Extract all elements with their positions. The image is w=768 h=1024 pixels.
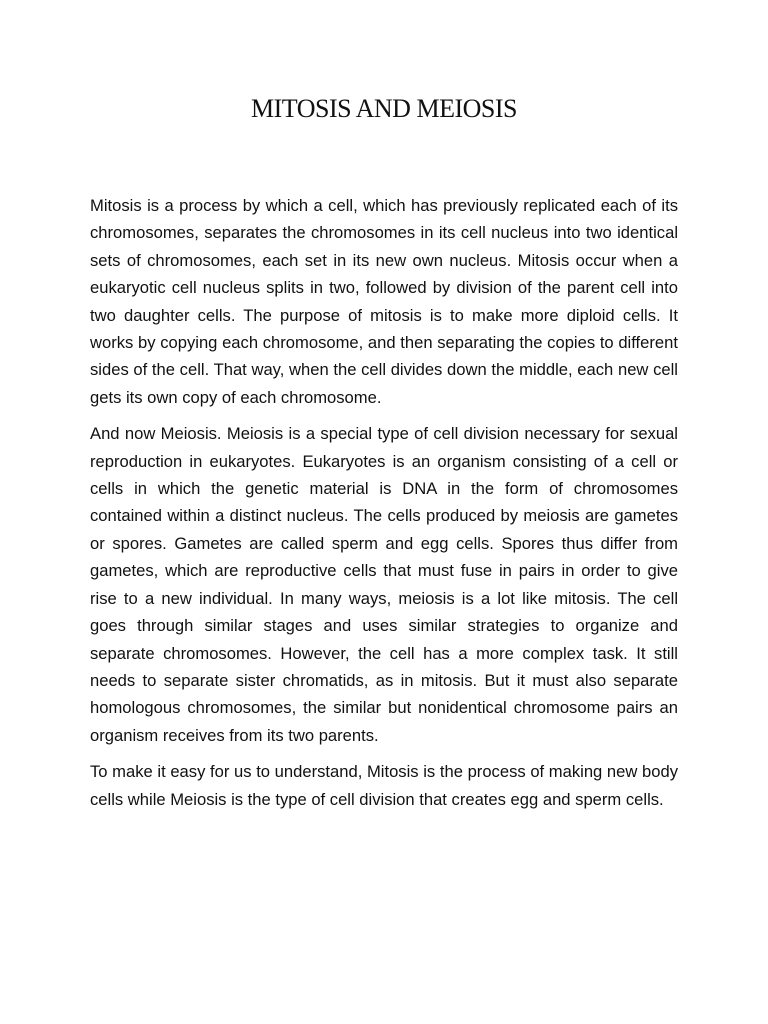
paragraph-summary: To make it easy for us to understand, Mitosis is the process of making new body cells while Meiosis is the type of cell division that creates egg and sperm cells.: [90, 762, 678, 809]
paragraph-meiosis: And now Meiosis. Meiosis is a special type of cell division necessary for sexual reproduction in eukaryotes. Eukaryotes is an organism consisting of a cell or cells in which the genetic material is DNA in the form of chromosomes contained within a distinct nucleus. The cells produced by meiosis are gametes or spores. Gametes are called sperm and egg cells. Spores thus differ from gametes, which are reproductive cells that must fuse in pairs in order to give rise to a new individual. In many ways, meiosis is a lot like mitosis. The cell goes through similar stages and uses similar strategies to organize and separate chromosomes. However, the cell has a more complex task. It still needs to separate sister chromatids, as in mitosis. But it must also separate homologous chromosomes, the similar but nonidentical chromosome pairs an organism receives from its two parents.: [90, 424, 678, 745]
paragraph-mitosis: Mitosis is a process by which a cell, which has previously replicated each of its chromosomes, separates the chromosomes in its cell nucleus into two identical sets of chromosomes, each set in its new own nucleus. Mitosis occur when a eukaryotic cell nucleus splits in two, followed by division of the parent cell into two daughter cells. The purpose of mitosis is to make more diploid cells. It works by copying each chromosome, and then separating the copies to different sides of the cell. That way, when the cell divides down the middle, each new cell gets its own copy of each chromosome.: [90, 196, 678, 407]
document-body: [90, 192, 678, 822]
page-title: MITOSIS AND MEIOSIS: [251, 94, 517, 123]
